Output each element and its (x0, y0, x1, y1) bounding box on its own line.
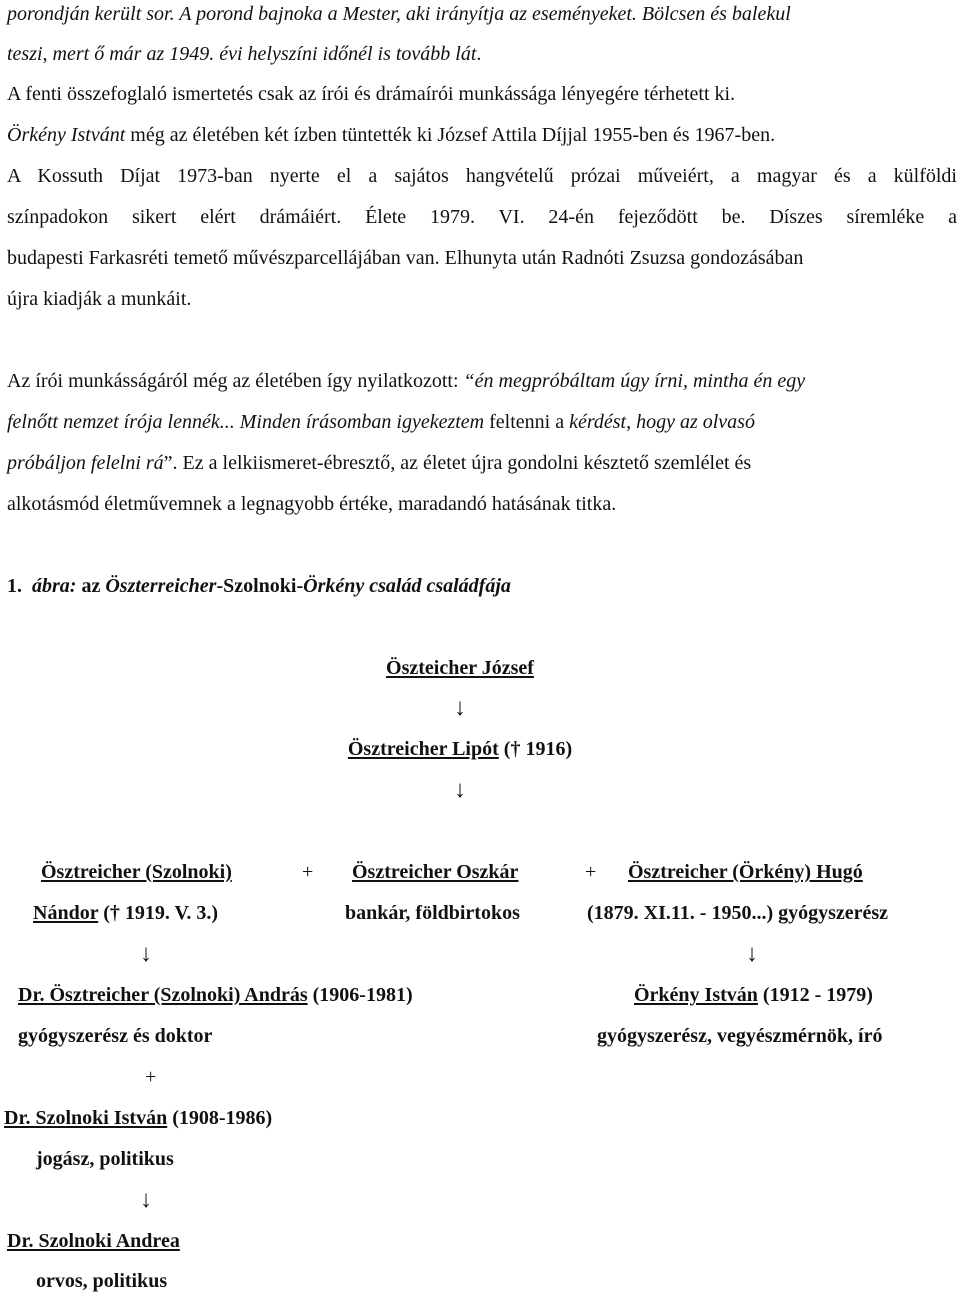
down-arrow-icon (140, 1188, 152, 1212)
person-name: Nándor (33, 902, 99, 924)
text-span: Örkény (303, 575, 365, 597)
figure-caption (7, 574, 511, 598)
person-name: Ösztreicher Oszkár (352, 861, 519, 883)
down-arrow-icon (0, 778, 920, 802)
person-name: Ösztreicher Lipót (347, 738, 499, 760)
text-span: A fenti összefoglaló ismertetés csak az írói és drámaírói munkássága lényegére térhetett ki. (7, 83, 736, 105)
quote-span: “én megpróbáltam úgy írni, mintha én egy (463, 370, 806, 392)
plus-sign (585, 860, 596, 884)
tree-gen4b (4, 1106, 272, 1130)
person-role: gyógyszerész és doktor (18, 1025, 213, 1047)
plus-sign (145, 1065, 156, 1089)
down-arrow-icon (746, 942, 758, 966)
text-line (7, 42, 481, 66)
arrow-glyph: ↓ (454, 777, 466, 803)
text-line (7, 246, 803, 270)
person-dates: (1906-1981) (307, 984, 413, 1006)
person-role: bankár, földbirtokos (345, 902, 520, 924)
plus-glyph: + (585, 861, 597, 883)
text-span: teszi, mert ő már az 1949. évi helyszíni időnél is tovább lát (7, 43, 477, 65)
person-name: Dr. Ösztreicher (Szolnoki) András (18, 984, 308, 1006)
text-line (7, 492, 616, 516)
person-name: Dr. Szolnoki Andrea (7, 1230, 180, 1252)
text-line (7, 164, 957, 188)
text-span: még az életében két ízben tüntették ki József Attila Díjjal 1955-ben és 1967-ben. (125, 124, 776, 146)
figure-label: ábra: (32, 575, 77, 597)
tree-gen5-line2 (36, 1269, 167, 1293)
quote-span: felnőtt nemzet írója lennék... Minden írásomban igyekeztem (7, 411, 485, 433)
person-name: Örkény István (634, 984, 758, 1006)
text-line (7, 451, 751, 475)
text-span: alkotásmód életművemnek a legnagyobb értéke, maradandó hatásának titka. (7, 493, 617, 515)
text-span: Öszterreicher (105, 575, 217, 597)
tree-gen4-left (18, 983, 413, 1007)
tree-gen4-left-line2 (18, 1024, 212, 1048)
person-role: (1879. XI.11. - 1950...) gyógyszerész (587, 902, 889, 924)
text-span: feltenni a (484, 411, 570, 433)
text-span: az (76, 575, 106, 597)
person-dates: († 1919. V. 3.) (98, 902, 219, 924)
tree-gen3-mid (352, 860, 518, 884)
quote-span: próbáljon felelni rá (7, 452, 164, 474)
text-span: család családfája (364, 575, 511, 597)
tree-gen4b-line2 (36, 1147, 174, 1171)
text-span: színpadokon sikert elért drámáiért. Élete 1979. VI. 24-én fejeződött be. Díszes síremléke a (7, 206, 957, 228)
person-name: Dr. Szolnoki István (4, 1107, 168, 1129)
text-span: -Szolnoki- (216, 575, 304, 597)
down-arrow-icon (140, 942, 152, 966)
text-line (7, 123, 775, 147)
arrow-glyph: ↓ (140, 941, 152, 967)
text-line (7, 2, 791, 26)
text-line (7, 369, 805, 393)
text-span: újra kiadják a munkáit. (7, 288, 192, 310)
plus-glyph: + (302, 861, 314, 883)
tree-gen3-right (628, 860, 863, 884)
figure-number: 1. (7, 575, 22, 597)
arrow-glyph: ↓ (746, 941, 758, 967)
name-span: Örkény Istvánt (7, 124, 126, 146)
plus-glyph: + (145, 1066, 157, 1088)
text-line (7, 205, 957, 229)
arrow-glyph: ↓ (454, 695, 466, 721)
text-line (7, 82, 735, 106)
arrow-glyph: ↓ (140, 1187, 152, 1213)
text-span: budapesti Farkasréti temető művészparcellájában van. Elhunyta után Radnóti Zsuzsa gondozásában (7, 247, 804, 269)
person-dates: († 1916) (498, 738, 573, 760)
text-span: porondján került sor. A porond bajnoka a Mester, aki irányítja az eseményeket. Bölcsen és balekul (7, 3, 791, 25)
tree-gen3-left (41, 860, 232, 884)
person-dates: (1912 - 1979) (757, 984, 873, 1006)
quote-span: kérdést, hogy az olvasó (569, 411, 755, 433)
tree-gen1 (0, 656, 920, 680)
text-line (7, 410, 755, 434)
person-role: gyógyszerész, vegyészmérnök, író (597, 1025, 883, 1047)
person-role: orvos, politikus (36, 1270, 168, 1292)
tree-gen5 (7, 1229, 180, 1253)
tree-gen4-right (634, 983, 873, 1007)
tree-gen2 (0, 737, 920, 761)
text-span: . (476, 43, 482, 65)
person-name: Ösztreicher (Szolnoki) (41, 861, 232, 883)
text-line (7, 287, 191, 311)
tree-gen3-mid-line2 (345, 901, 520, 925)
person-name: Ösztreicher (Örkény) Hugó (628, 861, 863, 883)
tree-gen4-right-line2 (597, 1024, 882, 1048)
text-span: A Kossuth Díjat 1973-ban nyerte el a sajátos hangvételű prózai műveiért, a magyar és a külföldi (7, 165, 957, 187)
down-arrow-icon (0, 696, 920, 720)
plus-sign (302, 860, 313, 884)
tree-gen3-right-line2 (587, 901, 888, 925)
text-span: Az írói munkásságáról még az életében így nyilatkozott: (7, 370, 464, 392)
person-name: Öszteicher József (386, 657, 534, 679)
text-span: ”. Ez a lelkiismeret-ébresztő, az életet újra gondolni késztető szemlélet és (163, 452, 752, 474)
person-dates: (1908-1986) (167, 1107, 273, 1129)
person-role: jogász, politikus (36, 1148, 174, 1170)
tree-gen3-left-line2 (33, 901, 218, 925)
